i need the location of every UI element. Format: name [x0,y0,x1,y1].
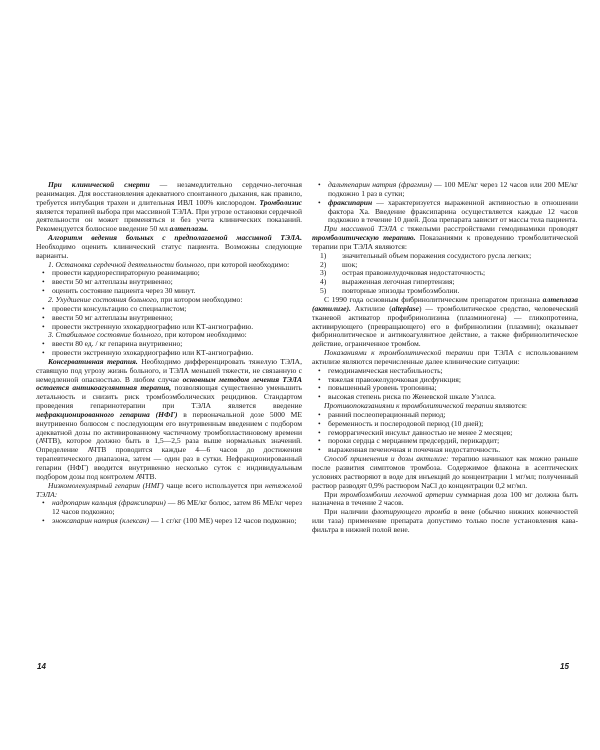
right-page [312,181,578,535]
text: с тяжелыми расстройствами гемодинамики проводят [396,224,578,234]
text: при котором необходимо: [162,330,247,340]
case-2-lead: 2. Ухудшение состояния больного, [48,294,159,304]
list-item: 3) острая правожелудочковая недостаточность; [320,268,486,278]
term-conservative-therapy: Консервативная терапия. [48,356,138,366]
paragraph-pe-dose [312,491,578,509]
text: терапию начинают как можно раньше после развития симптомов тромбоза. Содержимое флакона в асептических условиях растворяют в воде для инъекций до концентрации 1 мг/мл; полученный раствор разводят 0,9% раствором NaCl до концентрации 0,2 мг/мл. [312,454,579,490]
drug-name: фраксипарин [328,197,373,207]
text: — 1 сг/кг (100 МЕ) через 12 часов подкожно; [149,516,297,526]
term-anticoagulant: основным методом лечения ТЭЛА остается антикоагулянтная терапия, [36,374,303,393]
paragraph-floating-thrombus [312,508,578,535]
text: При наличии [324,507,372,517]
term-pe: тромбоэмболии легочной артерии [340,489,453,499]
paragraph-clinical-death [36,181,302,234]
term-alteplase-actilyse: алтеплаза (актилизе). [312,294,578,313]
list-item [36,499,302,517]
case-3-lead: 3. Стабильное состояние больного, [48,330,163,340]
text: — 100 МЕ/кг через 12 часов или 200 МЕ/кг подкожно 1 раз в сутки; [328,180,579,198]
text: Актилизе ( [350,303,392,313]
list-item [36,517,302,526]
list-item: • пороки сердца с мерцанием предсердий, перикардит; [312,437,578,446]
list-item: • провести экстренную эхокардиографию или КТ-ангиографию. [36,349,302,358]
text: при котором необходимо: [158,294,243,304]
paragraph-massive-tela [312,225,578,252]
text: Показаниями к проведению тромболитической терапии при ТЭЛА являются: [312,233,579,251]
paragraph-alteplase [312,296,578,349]
term-thrombolytic-therapy: тромболитическую терапию. [312,233,416,243]
term-algorithm: Алгоритм ведения больных с предполагаемой массивной ТЭЛА. [48,233,302,243]
term-alteplase: алтеплазы. [169,224,209,234]
paragraph-indications-actilyse [312,349,578,367]
term-clinical-death: При клинической смерти [48,180,150,189]
text: Необходимо оценить клинический статус пациента. Возможны следующие варианты. [36,241,302,260]
text: при которой необходимо: [205,259,290,269]
page-number-right: 15 [560,662,569,671]
text: в вене (обычно нижних конечностей или таза) применение препарата допустимо только после установления кава-фильтра в нижней полой вене. [312,507,578,534]
list-item: • провести кардиореспираторную реанимацию; [36,269,302,278]
text: С 1990 года основным фибринолитическим препаратом признана [324,294,543,304]
list-item: • ввести 80 ед. / кг гепарина внутривенно; [36,340,302,349]
list-item: • оценить состояние пациента через 30 минут. [36,287,302,296]
list-item: • повышенный уровень тропонина; [312,384,578,393]
text: — характеризуется выраженной активностью в отношении фактора Ха. Введение фраксипарина осуществляется каждые 12 часов подкожно в течение 10 дней. Доза препарата зависит от массы тела пациента. [328,197,578,225]
text: Необходимо дифференцировать тяжелую ТЭЛА, ставящую под угрозу жизнь больного, и ТЭЛА меньшей тяжести, не связанную с немедленной опасностью. В любом случае [36,356,302,384]
text: При [324,489,341,499]
list-item: • выраженная печеночная и почечная недостаточность. [312,446,578,455]
case-3-list [36,340,302,358]
paragraph-conservative-therapy [36,358,302,482]
list-item: 2) шок; [320,259,358,269]
text: являются: [493,401,528,411]
text: — 86 МЕ/кг болюс, затем 86 МЕ/кг через 12 часов подкожно; [52,498,302,517]
term-lmwh: Низкомолекулярный гепарин (НМГ) [48,480,164,490]
list-item: • ранний послеоперационный период; [312,411,578,420]
text: — незамедлительно сердечно-легочная реанимация. Для восстановления адекватного спонтанного дыхания, как правило, требуется интубация трахеи и длительная ИВЛ 100% кислородом. [36,180,303,207]
list-item: • гемодинамическая нестабильность; [312,367,578,376]
list-item: • тяжелая правожелудочковая дисфункция; [312,376,578,385]
text: ) — тромболитическое средство, человеческий тканевой активатор профибринолизина (плазминогена) — гликопротеина, активирующего (превращающего) его в фибринолизин (плазмин); оказывает фибринолитическое и антикоагулянтное действие, а также фибринолитическое действие, ограниченное тромбом. [312,303,578,349]
term-thrombolysis: Тромболизис [259,197,302,207]
indications-actilyse-list [312,367,578,402]
term-floating-thrombus: флотирующего тромба [371,507,451,517]
text: в первоначальной дозе 5000 МЕ внутривенно болюсом с последующим его внутривенным введением с подбором адекватной дозы по активированному частичному тромбопластиновому времени (АЧТВ), которое должно быть в 1,5—2,5 раза выше нормальных значений. Определение АЧТВ проводится каждые 4—6 часов до достижения терапевтического диапазона, затем — один раз в сутки. Нефракционированный гепарин (НФГ) вводится внутривенно несколько суток с индивидуальным подбором дозы под контролем АЧТВ. [36,409,302,481]
list-item: • ввести 50 мг алтеплазы внутривенно; [36,278,302,287]
list-item [312,181,578,199]
term-indications: Показаниями к тромболитической терапии [324,348,474,358]
case-2-list [36,305,302,332]
term-nfg: нефракционированного гепарина (НФГ) [36,409,178,419]
term-alteplase-latin: alteplase [391,303,419,313]
list-item: 4) выраженная легочная гипертензия; [320,277,455,287]
text: является терапией выбора при массивной ТЭЛА. При угрозе остановки сердечной деятельности он может применяться и без учета клинических показаний. Рекомендуется болюсное введение 50 мл [36,206,302,234]
text: позволяющая существенно уменьшить летальность и снизить риск тромбоэмболических рецидивов. Стандартом проведения гепаринотерапии при ТЭЛА является введение [36,383,302,411]
drug-name: надропарин кальция (фраксипарин) [52,498,166,508]
list-item [312,199,578,226]
term-dosage: Способ применения и дозы актилизе: [324,454,449,464]
indications-list [312,252,578,296]
list-item: • провести экстренную эхокардиографию или КТ-ангиографию. [36,323,302,332]
term-massive-tela: При массивной ТЭЛА [324,224,397,234]
list-item: • провести консультацию со специалистом; [36,305,302,314]
drug-list-left [36,499,302,526]
term-contraindications: Противопоказаниями к тромболитической терапии [324,401,494,411]
drug-name: эноксапарин натрия (клексан) [52,516,150,526]
drug-list-right [312,181,578,225]
case-1-list [36,269,302,296]
term-mild-tela: нетяжелой ТЭЛА: [36,480,302,499]
paragraph-dosage [312,455,578,490]
list-item: 1) значительный объем поражения сосудистого русла легких; [320,250,532,260]
case-1-lead: 1. Остановка сердечной деятельности больного, [48,259,206,269]
left-page [36,181,302,526]
list-item: • беременность и послеродовой период (10 дней); [312,420,578,429]
contraindications-list [312,411,578,455]
list-item: 5) повторные эпизоды тромбоэмболии. [320,286,460,296]
list-item: • ввести 50 мг алтеплазы внутривенно; [36,314,302,323]
drug-name: дальтепарин натрия (фрагмин) [328,180,432,189]
text: чаще всего используется при [163,480,265,490]
text: при ТЭЛА с использованием актилизе являются перечисленные далее клинические ситуации: [312,348,578,366]
list-item: • геморрагический инсульт давностью не менее 2 месяцев; [312,429,578,438]
paragraph-algorithm [36,234,302,261]
list-item: • высокая степень риска по Женевской шкале Уэллса. [312,393,578,402]
paragraph-lmwh [36,482,302,500]
text: суммарная доза 100 мг должна быть назначена в течение 2 часов. [312,489,578,508]
page-number-left: 14 [37,662,46,671]
